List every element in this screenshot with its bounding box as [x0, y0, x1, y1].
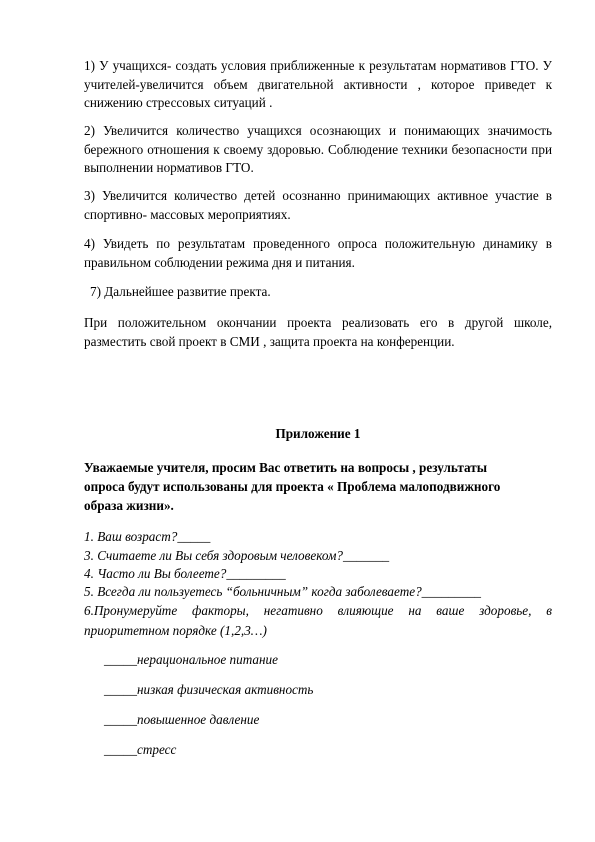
- factor-option-activity: _____низкая физическая активность: [104, 682, 314, 697]
- factor-option-stress: _____стресс: [104, 742, 177, 757]
- question-sick-leave: 5. Всегда ли пользуетесь “больничным” когда заболеваете?_________: [84, 584, 482, 599]
- question-healthy: 3. Считаете ли Вы себя здоровым человеком?_______: [84, 548, 390, 563]
- future-plan-paragraph: При положительном окончании проекта реализовать его в другой школе, разместить свой проект в СМИ , защита проекта на конференции.: [84, 315, 552, 349]
- result-item-1: 1) У учащихся- создать условия приближенные к результатам нормативов ГТО. У учителей-увеличится объем двигательной активности , которое приведет к снижению стрессовых ситуаций .: [84, 58, 552, 110]
- appendix-title: Приложение 1: [275, 426, 361, 441]
- survey-appeal: Уважаемые учителя, просим Вас ответить на вопросы , результаты опроса будут использованы для проекта « Проблема малоподвижного образа жизни».: [84, 460, 501, 513]
- result-item-3: 3) Увеличится количество детей осознанно принимающих активное участие в спортивно- массовых мероприятиях.: [84, 188, 552, 222]
- question-rank-factors: 6.Пронумеруйте факторы, негативно влияющие на ваше здоровье, в приоритетном порядке (1,2,3…): [84, 603, 552, 638]
- question-age: 1. Ваш возраст?_____: [84, 529, 211, 544]
- result-item-2: 2) Увеличится количество учащихся осознающих и понимающих значимость бережного отношения к своему здоровью. Соблюдение техники безопасности при выполнении нормативов ГТО.: [84, 123, 552, 175]
- result-item-4: 4) Увидеть по результатам проведенного опроса положительную динамику в правильном соблюдении режима дня и питания.: [84, 236, 552, 270]
- factor-option-nutrition: _____нерациональное питание: [104, 652, 278, 667]
- question-sick-often: 4. Часто ли Вы болеете?_________: [84, 566, 286, 581]
- section-7-heading: 7) Дальнейшее развитие пректа.: [90, 284, 271, 299]
- factor-option-pressure: _____повышенное давление: [104, 712, 260, 727]
